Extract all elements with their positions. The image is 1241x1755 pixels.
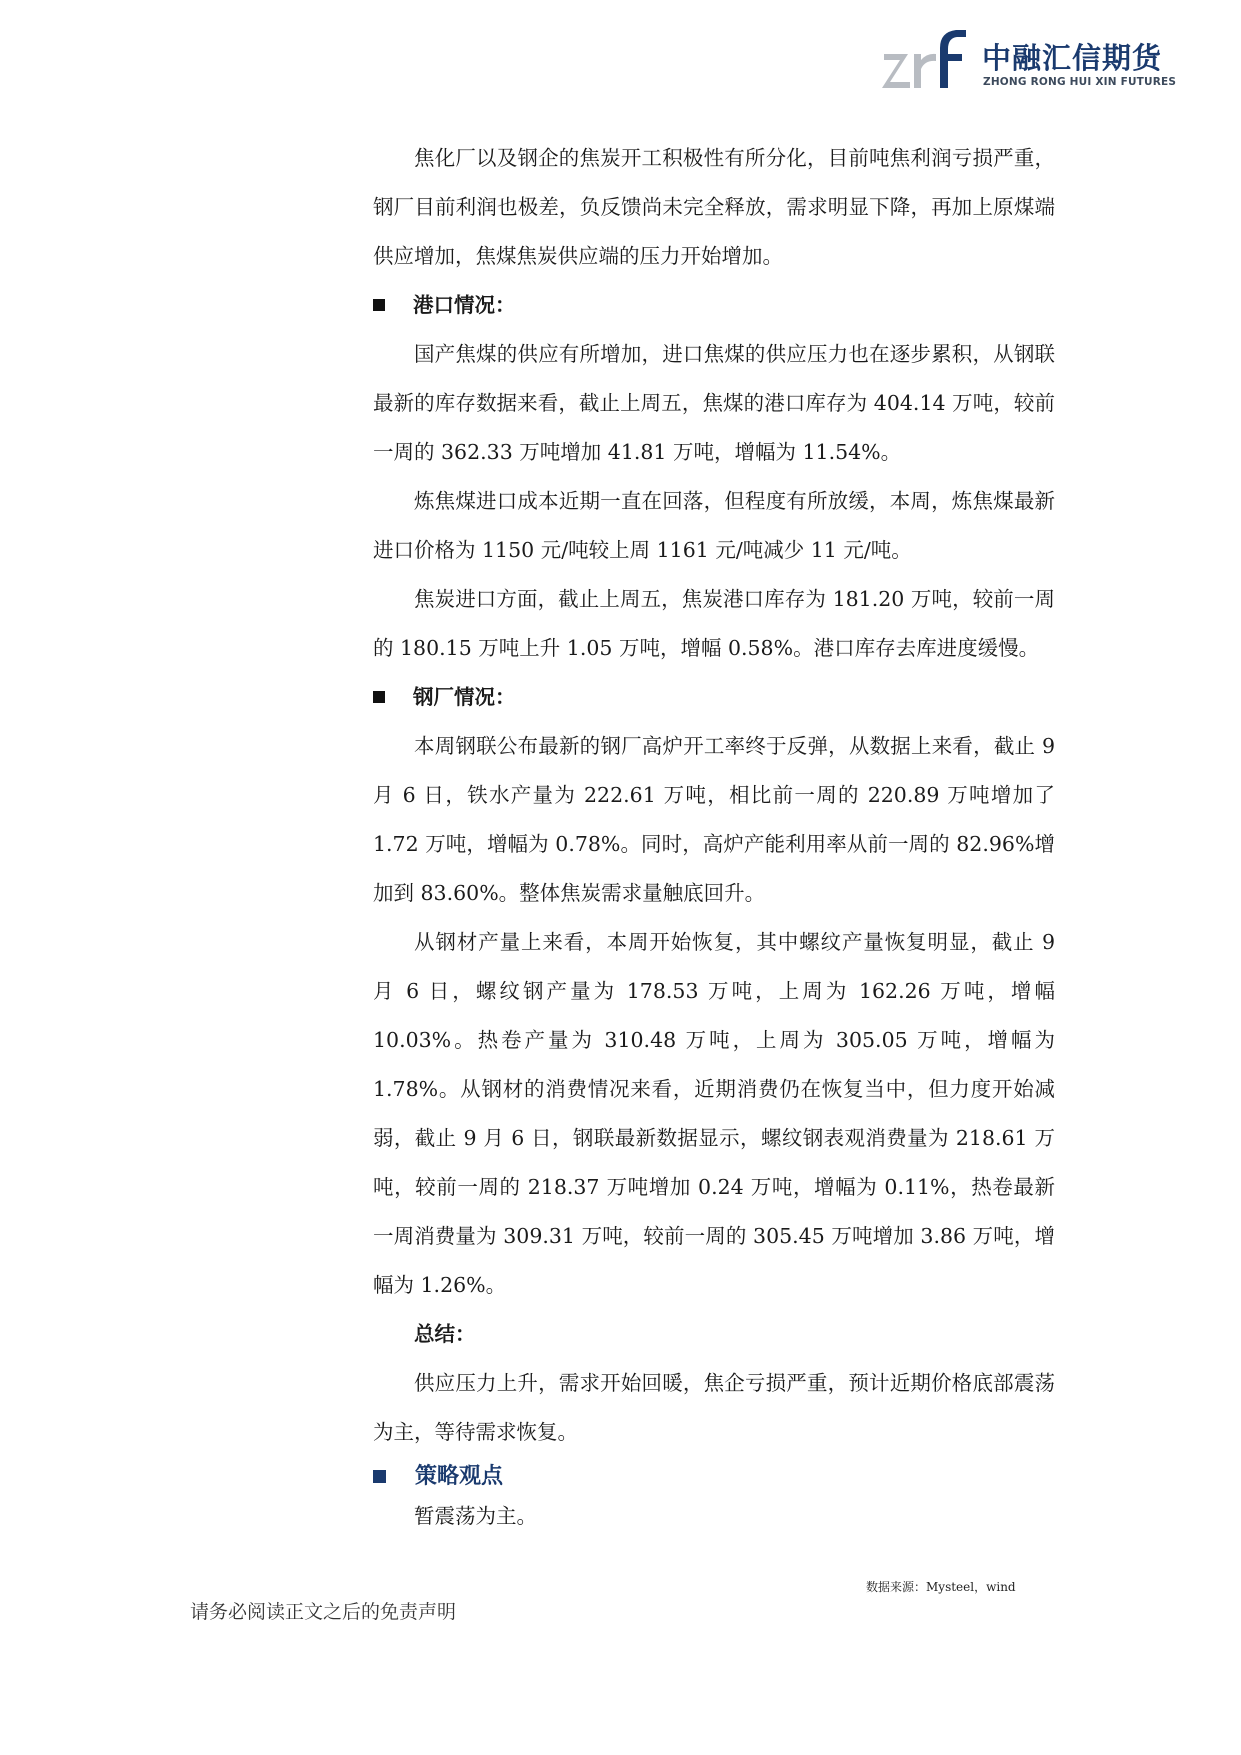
summary-paragraph: 供应压力上升，需求开始回暖，焦企亏损严重，预计近期价格底部震荡为主，等待需求恢复。 xyxy=(373,1371,1055,1444)
bullet-square-icon xyxy=(373,1470,386,1483)
intro-paragraph: 焦化厂以及钢企的焦炭开工积极性有所分化，目前吨焦利润亏损严重，钢厂目前利润也极差，负反馈尚未完全释放，需求明显下降，再加上原煤端供应增加，焦煤焦炭供应端的压力开始增加。 xyxy=(373,146,1055,268)
company-name-en: ZHONG RONG HUI XIN FUTURES xyxy=(983,76,1177,88)
report-body xyxy=(373,134,1055,1535)
data-source-note: 数据来源：Mysteel，wind xyxy=(866,1580,1016,1594)
port-paragraph: 国产焦煤的供应有所增加，进口焦煤的供应压力也在逐步累积，从钢联最新的库存数据来看，截止上周五，焦煤的港口库存为 404.14 万吨，较前一周的 362.33 万吨增加 41.81 万吨，增幅为 11.54%。 xyxy=(373,342,1055,464)
steel-paragraph: 本周钢联公布最新的钢厂高炉开工率终于反弹，从数据上来看，截止 9 月 6 日，铁水产量为 222.61 万吨，相比前一周的 220.89 万吨增加了 1.72 万吨，增幅为 0.78%。同时，高炉产能利用率从前一周的 82.96%增加到 83.60%。整体焦炭需求量触底回升。 xyxy=(373,734,1055,905)
strategy-title: 策略观点 xyxy=(415,1464,504,1489)
bullet-square-icon xyxy=(373,691,385,703)
strategy-text: 暂震荡为主。 xyxy=(414,1504,537,1528)
zrf-logo-icon xyxy=(882,28,972,96)
port-paragraph: 焦炭进口方面，截止上周五，焦炭港口库存为 181.20 万吨，较前一周的 180.15 万吨上升 1.05 万吨，增幅 0.58%。港口库存去库进度缓慢。 xyxy=(373,587,1055,660)
steel-section-heading xyxy=(373,673,1055,722)
company-name-cn: 中融汇信期货 xyxy=(982,41,1163,75)
steel-section-title: 钢厂情况： xyxy=(413,685,516,709)
port-section-heading xyxy=(373,281,1055,330)
company-logo xyxy=(882,28,1177,96)
port-paragraph: 炼焦煤进口成本近期一直在回落，但程度有所放缓，本周，炼焦煤最新进口价格为 1150 元/吨较上周 1161 元/吨减少 11 元/吨。 xyxy=(373,489,1055,562)
footer-disclaimer: 请务必阅读正文之后的免责声明 xyxy=(190,1601,457,1623)
strategy-heading xyxy=(373,1457,1055,1497)
summary-heading: 总结： xyxy=(414,1322,476,1346)
port-section-title: 港口情况： xyxy=(413,293,516,317)
bullet-square-icon xyxy=(373,299,385,311)
steel-paragraph: 从钢材产量上来看，本周开始恢复，其中螺纹产量恢复明显，截止 9 月 6 日，螺纹钢产量为 178.53 万吨，上周为 162.26 万吨，增幅 10.03%。热卷产量为 310.48 万吨，上周为 305.05 万吨，增幅为 1.78%。从钢材的消费情况来看，近期消费仍在恢复当中，但力度开始减弱，截止 9 月 6 日，钢联最新数据显示，螺纹钢表观消费量为 218.61 万吨，较前一周的 218.37 万吨增加 0.24 万吨，增幅为 0.11%，热卷最新一周消费量为 309.31 万吨，较前一周的 305.45 万吨增加 3.86 万吨，增幅为 1.26%。 xyxy=(373,930,1055,1297)
